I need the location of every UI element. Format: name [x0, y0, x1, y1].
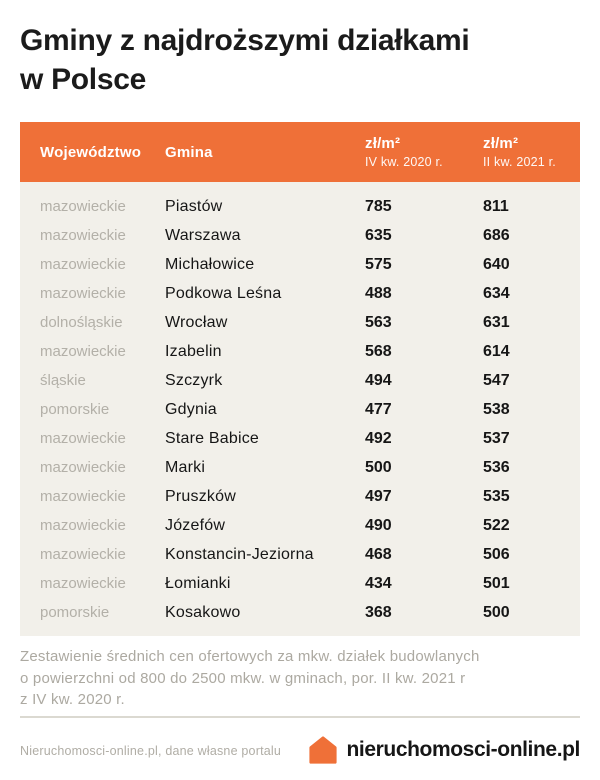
gmina-cell: Piastów — [165, 197, 223, 215]
price-2021-cell: 522 — [483, 516, 510, 534]
gmina-cell: Szczyrk — [165, 371, 223, 389]
voivodeship-cell: mazowieckie — [40, 459, 126, 476]
voivodeship-cell: mazowieckie — [40, 198, 126, 215]
voivodeship-cell: śląskie — [40, 372, 86, 389]
footnote-line3: z IV kw. 2020 r. — [20, 691, 125, 708]
header-gmina: Gmina — [165, 143, 213, 161]
gmina-cell: Michałowice — [165, 255, 255, 273]
price-2021-cell: 547 — [483, 371, 510, 389]
table-row — [40, 250, 580, 279]
header-price-2021-unit: zł/m² — [483, 135, 519, 152]
table-row — [40, 279, 580, 308]
table-row — [40, 308, 580, 337]
price-2021-cell: 535 — [483, 487, 510, 505]
table-row — [40, 221, 580, 250]
footer-divider — [20, 716, 580, 718]
table-row — [40, 366, 580, 395]
price-2021-cell: 500 — [483, 603, 510, 621]
price-2020-cell: 477 — [365, 400, 392, 418]
header-voivodeship: Województwo — [40, 143, 142, 161]
price-2020-cell: 434 — [365, 574, 392, 592]
price-2020-cell: 494 — [365, 371, 392, 389]
page-title-line1: Gminy z najdroższymi działkami — [20, 24, 470, 57]
gmina-cell: Kosakowo — [165, 603, 241, 621]
header-price-2020 — [365, 135, 483, 169]
price-2021-cell: 537 — [483, 429, 510, 447]
gmina-cell: Konstancin-Jeziorna — [165, 545, 314, 563]
table-row — [40, 337, 580, 366]
price-2021-cell: 501 — [483, 574, 510, 592]
voivodeship-cell: mazowieckie — [40, 430, 126, 447]
price-2020-cell: 568 — [365, 342, 392, 360]
header-price-2021 — [483, 135, 580, 169]
brand-name: nieruchomosci-online.pl — [346, 738, 580, 761]
price-2021-cell: 634 — [483, 284, 510, 302]
voivodeship-cell: mazowieckie — [40, 575, 126, 592]
table-row — [40, 511, 580, 540]
header-price-2021-period: II kw. 2021 r. — [483, 155, 556, 169]
table-row — [40, 569, 580, 598]
footnote-line2: o powierzchni od 800 do 2500 mkw. w gminach, por. II kw. 2021 r — [20, 669, 466, 687]
price-2021-cell: 811 — [483, 197, 509, 215]
footnote-line1: Zestawienie średnich cen ofertowych za mkw. działek budowlanych — [20, 648, 480, 665]
voivodeship-cell: pomorskie — [40, 401, 110, 418]
price-2021-cell: 538 — [483, 400, 510, 418]
voivodeship-cell: mazowieckie — [40, 227, 126, 244]
header-price-2020-period: IV kw. 2020 r. — [365, 155, 443, 169]
house-icon — [308, 735, 338, 765]
gmina-cell: Stare Babice — [165, 429, 260, 447]
price-2020-cell: 563 — [365, 313, 392, 331]
table-row — [40, 540, 580, 569]
gmina-cell: Łomianki — [165, 574, 231, 592]
voivodeship-cell: mazowieckie — [40, 546, 126, 563]
table-header — [20, 122, 580, 182]
price-2021-cell: 640 — [483, 255, 510, 273]
price-2020-cell: 497 — [365, 487, 392, 505]
footnote — [20, 646, 480, 711]
gmina-cell: Józefów — [165, 516, 226, 534]
price-table — [20, 122, 580, 636]
price-2021-cell: 536 — [483, 458, 510, 476]
gmina-cell: Wrocław — [165, 313, 228, 331]
table-body — [20, 182, 580, 636]
price-2020-cell: 500 — [365, 458, 392, 476]
header-price-2020-unit: zł/m² — [365, 135, 401, 152]
gmina-cell: Izabelin — [165, 342, 222, 360]
voivodeship-cell: pomorskie — [40, 604, 110, 621]
price-2020-cell: 785 — [365, 197, 392, 215]
price-2021-cell: 686 — [483, 226, 510, 244]
table-row — [40, 424, 580, 453]
voivodeship-cell: mazowieckie — [40, 343, 126, 360]
price-2020-cell: 488 — [365, 284, 392, 302]
voivodeship-cell: mazowieckie — [40, 517, 126, 534]
page-title-line2: w Polsce — [20, 63, 146, 96]
source-text: Nieruchomosci-online.pl, dane własne portalu — [20, 744, 282, 758]
price-2020-cell: 468 — [365, 545, 392, 563]
price-2020-cell: 575 — [365, 255, 392, 273]
price-2020-cell: 490 — [365, 516, 392, 534]
price-2020-cell: 635 — [365, 226, 392, 244]
table-row — [40, 192, 580, 221]
brand-logo — [308, 735, 581, 765]
voivodeship-cell: mazowieckie — [40, 256, 126, 273]
price-2020-cell: 368 — [365, 603, 392, 621]
gmina-cell: Gdynia — [165, 400, 217, 418]
price-2020-cell: 492 — [365, 429, 392, 447]
gmina-cell: Marki — [165, 458, 206, 476]
table-row — [40, 453, 580, 482]
voivodeship-cell: mazowieckie — [40, 285, 126, 302]
table-row — [40, 395, 580, 424]
price-2021-cell: 631 — [483, 313, 510, 331]
price-2021-cell: 506 — [483, 545, 510, 563]
gmina-cell: Warszawa — [165, 226, 241, 244]
page-title — [20, 21, 469, 99]
table-row — [40, 482, 580, 511]
voivodeship-cell: mazowieckie — [40, 488, 126, 505]
gmina-cell: Podkowa Leśna — [165, 284, 282, 302]
voivodeship-cell: dolnośląskie — [40, 314, 123, 331]
price-2021-cell: 614 — [483, 342, 510, 360]
table-row — [40, 598, 580, 627]
gmina-cell: Pruszków — [165, 487, 236, 505]
